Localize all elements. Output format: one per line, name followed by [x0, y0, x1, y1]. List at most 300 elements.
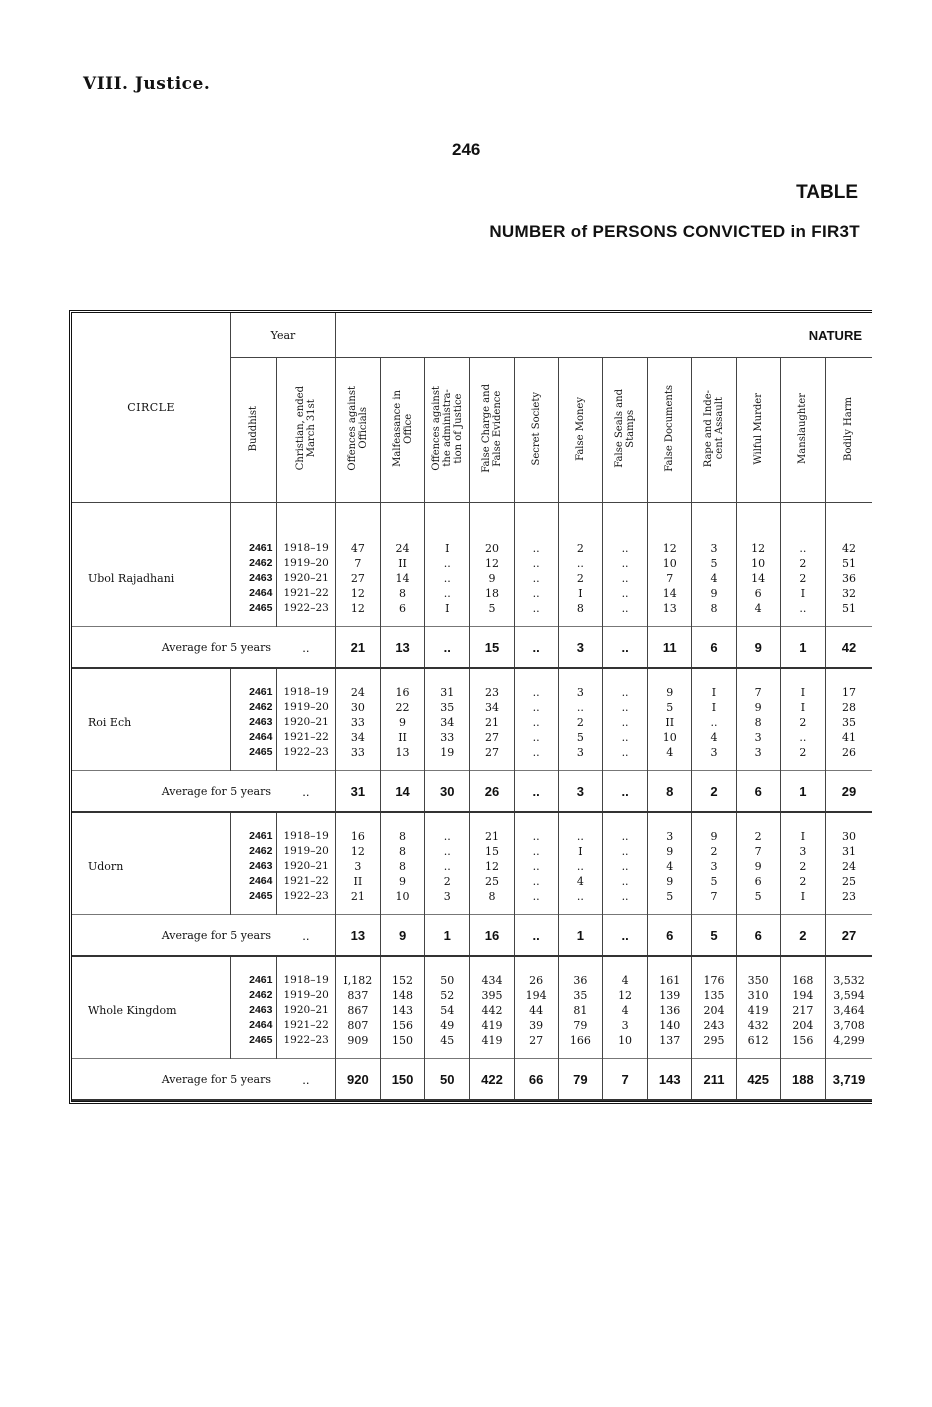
- value-cell: 2: [780, 556, 825, 571]
- spacer-cell: [780, 956, 825, 973]
- col-header-false-documents: False Documents: [648, 358, 692, 503]
- value-cell: 25: [825, 874, 872, 889]
- value-cell: 310: [736, 988, 780, 1003]
- value-cell: ..: [425, 859, 470, 874]
- spacer-cell: [470, 668, 514, 685]
- average-value: 14: [380, 771, 424, 813]
- value-cell: 5: [692, 874, 736, 889]
- value-cell: 9: [736, 700, 780, 715]
- gap-cell: [825, 1048, 872, 1059]
- value-cell: ..: [514, 556, 558, 571]
- value-cell: 8: [380, 586, 424, 601]
- gap-cell: [425, 1048, 470, 1059]
- table-subtitle: NUMBER of PERSONS CONVICTED in FIR3T: [489, 222, 860, 241]
- average-row: [72, 915, 872, 957]
- value-cell: 35: [425, 700, 470, 715]
- value-cell: 2: [780, 571, 825, 586]
- buddhist-year-cell: 2462: [231, 844, 277, 859]
- value-cell: 243: [692, 1018, 736, 1033]
- value-cell: 4: [558, 874, 602, 889]
- value-cell: 9: [380, 715, 424, 730]
- value-cell: ..: [514, 586, 558, 601]
- value-cell: 27: [470, 730, 514, 745]
- value-cell: 3: [558, 685, 602, 700]
- value-cell: 23: [470, 685, 514, 700]
- value-cell: 8: [380, 859, 424, 874]
- gap-cell: [780, 904, 825, 915]
- table-row: [72, 541, 872, 556]
- value-cell: ..: [425, 829, 470, 844]
- gap-cell: [380, 904, 424, 915]
- gap-cell: [558, 760, 602, 771]
- value-cell: ..: [602, 586, 647, 601]
- value-cell: ..: [514, 685, 558, 700]
- value-cell: 33: [335, 745, 380, 760]
- value-cell: 2: [425, 874, 470, 889]
- value-cell: 24: [825, 859, 872, 874]
- spacer-cell: [470, 503, 514, 542]
- average-value: 11: [648, 627, 692, 669]
- value-cell: 8: [380, 844, 424, 859]
- average-value: 920: [335, 1059, 380, 1101]
- christian-year-cell: 1919–20: [277, 556, 335, 571]
- gap-cell: [335, 616, 380, 627]
- spacer-cell: [72, 812, 231, 829]
- average-value: 422: [470, 1059, 514, 1101]
- spacer-cell: [558, 956, 602, 973]
- buddhist-year-cell: 2465: [231, 601, 277, 616]
- spacer-cell: [602, 668, 647, 685]
- gap-cell: [514, 760, 558, 771]
- value-cell: ..: [602, 571, 647, 586]
- value-cell: ..: [780, 541, 825, 556]
- value-cell: ..: [514, 700, 558, 715]
- value-cell: 34: [425, 715, 470, 730]
- convictions-table-frame: [69, 310, 872, 1104]
- average-value: 9: [736, 627, 780, 669]
- christian-year-cell: 1920–21: [277, 1003, 335, 1018]
- value-cell: 15: [470, 844, 514, 859]
- spacer-cell: [380, 668, 424, 685]
- average-row: [72, 627, 872, 669]
- christian-year-cell: 1921–22: [277, 874, 335, 889]
- average-value: 1: [558, 915, 602, 957]
- value-cell: ..: [602, 889, 647, 904]
- value-cell: 42: [825, 541, 872, 556]
- spacer-cell: [380, 956, 424, 973]
- average-value: 27: [825, 915, 872, 957]
- gap-cell: [514, 1048, 558, 1059]
- gap-cell: [692, 904, 736, 915]
- average-value: ..: [514, 627, 558, 669]
- value-cell: 168: [780, 973, 825, 988]
- value-cell: ..: [514, 745, 558, 760]
- value-cell: 2: [692, 844, 736, 859]
- value-cell: ..: [514, 889, 558, 904]
- col-header-bodily-harm: Bodily Harm: [825, 358, 872, 503]
- buddhist-year-cell: 2465: [231, 1033, 277, 1048]
- spacer-cell: [825, 956, 872, 973]
- average-value: 3: [558, 627, 602, 669]
- gap-cell: [380, 1048, 424, 1059]
- value-cell: I: [692, 700, 736, 715]
- value-cell: 51: [825, 601, 872, 616]
- spacer-cell: [231, 668, 277, 685]
- average-value: 5: [692, 915, 736, 957]
- col-header-malfeasance: Malfeasance in Office: [380, 358, 424, 503]
- spacer-cell: [602, 503, 647, 542]
- buddhist-year-cell: 2462: [231, 556, 277, 571]
- value-cell: 4: [692, 730, 736, 745]
- value-cell: 432: [736, 1018, 780, 1033]
- value-cell: 47: [335, 541, 380, 556]
- value-cell: 12: [335, 586, 380, 601]
- value-cell: 35: [558, 988, 602, 1003]
- spacer-cell: [470, 956, 514, 973]
- gap-cell: [602, 616, 647, 627]
- gap-cell: [72, 760, 231, 771]
- spacer-cell: [335, 668, 380, 685]
- value-cell: 3: [602, 1018, 647, 1033]
- value-cell: 2: [558, 571, 602, 586]
- value-cell: 419: [470, 1018, 514, 1033]
- value-cell: 3: [692, 541, 736, 556]
- value-cell: 3: [692, 745, 736, 760]
- circle-name: Whole Kingdom: [88, 1004, 177, 1017]
- value-cell: 9: [736, 859, 780, 874]
- gap-cell: [648, 1048, 692, 1059]
- average-value: ..: [602, 915, 647, 957]
- value-cell: 140: [648, 1018, 692, 1033]
- spacer-cell: [231, 503, 277, 542]
- value-cell: ..: [602, 829, 647, 844]
- value-cell: 5: [558, 730, 602, 745]
- gap-cell: [470, 1048, 514, 1059]
- value-cell: ..: [514, 859, 558, 874]
- gap-cell: [277, 616, 335, 627]
- spacer-cell: [558, 503, 602, 542]
- spacer-cell: [231, 956, 277, 973]
- value-cell: ..: [514, 844, 558, 859]
- spacer-cell: [514, 812, 558, 829]
- spacer-cell: [425, 812, 470, 829]
- value-cell: 4: [736, 601, 780, 616]
- spacer-cell: [648, 503, 692, 542]
- value-cell: 867: [335, 1003, 380, 1018]
- col-header-buddhist: Buddhist: [231, 358, 277, 503]
- spacer-cell: [558, 668, 602, 685]
- value-cell: 4: [602, 973, 647, 988]
- value-cell: ..: [602, 745, 647, 760]
- value-cell: 3,464: [825, 1003, 872, 1018]
- value-cell: 20: [470, 541, 514, 556]
- spacer-cell: [780, 503, 825, 542]
- value-cell: 30: [825, 829, 872, 844]
- gap-cell: [736, 760, 780, 771]
- value-cell: 217: [780, 1003, 825, 1018]
- gap-cell: [425, 616, 470, 627]
- group-spacer: [72, 668, 872, 685]
- gap-cell: [514, 616, 558, 627]
- value-cell: 4: [648, 859, 692, 874]
- value-cell: ..: [602, 541, 647, 556]
- value-cell: ..: [602, 556, 647, 571]
- spacer-cell: [780, 812, 825, 829]
- average-value: 2: [780, 915, 825, 957]
- christian-year-cell: 1919–20: [277, 700, 335, 715]
- buddhist-year-cell: 2461: [231, 973, 277, 988]
- buddhist-year-cell: 2463: [231, 859, 277, 874]
- value-cell: 7: [736, 844, 780, 859]
- value-cell: 2: [780, 859, 825, 874]
- average-value: 79: [558, 1059, 602, 1101]
- spacer-cell: [335, 956, 380, 973]
- spacer-cell: [425, 956, 470, 973]
- value-cell: 51: [825, 556, 872, 571]
- average-value: 188: [780, 1059, 825, 1101]
- average-label: Average for 5 years: [72, 771, 277, 813]
- value-cell: 12: [648, 541, 692, 556]
- circle-name: Roi Ech: [88, 716, 132, 729]
- value-cell: 176: [692, 973, 736, 988]
- gap-cell: [277, 904, 335, 915]
- col-header-offences-justice: Offences against the administra- tion of Justice: [425, 358, 470, 503]
- gap-cell: [558, 616, 602, 627]
- value-cell: 8: [470, 889, 514, 904]
- value-cell: 13: [648, 601, 692, 616]
- value-cell: 21: [470, 715, 514, 730]
- value-cell: 4: [648, 745, 692, 760]
- value-cell: 139: [648, 988, 692, 1003]
- value-cell: 21: [335, 889, 380, 904]
- value-cell: 24: [380, 541, 424, 556]
- value-cell: 150: [380, 1033, 424, 1048]
- value-cell: ..: [514, 541, 558, 556]
- buddhist-year-cell: 2461: [231, 685, 277, 700]
- value-cell: 32: [825, 586, 872, 601]
- col-header-rape: Rape and Inde- cent Assault: [692, 358, 736, 503]
- buddhist-year-cell: 2461: [231, 829, 277, 844]
- value-cell: 52: [425, 988, 470, 1003]
- gap-cell: [648, 904, 692, 915]
- spacer-cell: [825, 503, 872, 542]
- gap-cell: [231, 616, 277, 627]
- value-cell: ..: [602, 859, 647, 874]
- spacer-cell: [72, 956, 231, 973]
- value-cell: 14: [648, 586, 692, 601]
- average-value: 42: [825, 627, 872, 669]
- value-cell: 3: [648, 829, 692, 844]
- value-cell: II: [380, 730, 424, 745]
- value-cell: 27: [470, 745, 514, 760]
- average-value: 1: [780, 771, 825, 813]
- value-cell: ..: [514, 874, 558, 889]
- spacer-cell: [277, 956, 335, 973]
- value-cell: ..: [780, 730, 825, 745]
- spacer-cell: [736, 812, 780, 829]
- christian-year-cell: 1921–22: [277, 730, 335, 745]
- value-cell: ..: [425, 586, 470, 601]
- average-value: 15: [470, 627, 514, 669]
- year-header: Year: [231, 313, 336, 358]
- value-cell: ..: [514, 829, 558, 844]
- average-value: 6: [736, 915, 780, 957]
- value-cell: 5: [648, 700, 692, 715]
- gap-cell: [780, 1048, 825, 1059]
- spacer-cell: [380, 812, 424, 829]
- christian-year-cell: 1918–19: [277, 685, 335, 700]
- value-cell: 3: [335, 859, 380, 874]
- value-cell: 8: [558, 601, 602, 616]
- gap-cell: [380, 760, 424, 771]
- average-value: 21: [335, 627, 380, 669]
- value-cell: 9: [648, 685, 692, 700]
- average-value: 16: [470, 915, 514, 957]
- value-cell: ..: [602, 844, 647, 859]
- value-cell: 50: [425, 973, 470, 988]
- average-label: Average for 5 years: [72, 915, 277, 957]
- value-cell: 33: [425, 730, 470, 745]
- value-cell: I: [780, 829, 825, 844]
- value-cell: 8: [736, 715, 780, 730]
- value-cell: 13: [380, 745, 424, 760]
- average-value: 143: [648, 1059, 692, 1101]
- christian-year-cell: 1918–19: [277, 829, 335, 844]
- spacer-cell: [470, 812, 514, 829]
- spacer-cell: [72, 668, 231, 685]
- value-cell: 9: [648, 874, 692, 889]
- value-cell: 2: [780, 745, 825, 760]
- value-cell: II: [335, 874, 380, 889]
- christian-year-cell: 1918–19: [277, 541, 335, 556]
- value-cell: 33: [335, 715, 380, 730]
- value-cell: 44: [514, 1003, 558, 1018]
- gap-cell: [558, 1048, 602, 1059]
- value-cell: 12: [602, 988, 647, 1003]
- christian-year-cell: 1919–20: [277, 844, 335, 859]
- value-cell: 25: [470, 874, 514, 889]
- christian-year-cell: 1922–23: [277, 889, 335, 904]
- value-cell: ..: [425, 571, 470, 586]
- average-value: 7: [602, 1059, 647, 1101]
- value-cell: 12: [470, 556, 514, 571]
- value-cell: 136: [648, 1003, 692, 1018]
- value-cell: ..: [514, 730, 558, 745]
- spacer-cell: [335, 812, 380, 829]
- gap-cell: [602, 1048, 647, 1059]
- spacer-cell: [648, 668, 692, 685]
- spacer-cell: [648, 956, 692, 973]
- value-cell: ..: [514, 571, 558, 586]
- value-cell: 34: [470, 700, 514, 715]
- spacer-cell: [514, 668, 558, 685]
- gap-cell: [692, 760, 736, 771]
- value-cell: 6: [736, 586, 780, 601]
- gap-cell: [736, 904, 780, 915]
- value-cell: 54: [425, 1003, 470, 1018]
- christian-year-cell: 1922–23: [277, 745, 335, 760]
- value-cell: 194: [780, 988, 825, 1003]
- christian-year-cell: 1922–23: [277, 601, 335, 616]
- christian-year-cell: 1919–20: [277, 988, 335, 1003]
- value-cell: ..: [514, 601, 558, 616]
- value-cell: 612: [736, 1033, 780, 1048]
- value-cell: 24: [335, 685, 380, 700]
- value-cell: I: [558, 844, 602, 859]
- value-cell: 26: [514, 973, 558, 988]
- value-cell: 3,594: [825, 988, 872, 1003]
- value-cell: 2: [558, 715, 602, 730]
- value-cell: ..: [558, 889, 602, 904]
- christian-year-cell: 1922–23: [277, 1033, 335, 1048]
- gap-cell: [602, 760, 647, 771]
- spacer-cell: [825, 668, 872, 685]
- value-cell: 3: [692, 859, 736, 874]
- value-cell: 10: [602, 1033, 647, 1048]
- gap-cell: [470, 760, 514, 771]
- value-cell: 9: [692, 829, 736, 844]
- buddhist-year-cell: 2465: [231, 889, 277, 904]
- gap-cell: [825, 904, 872, 915]
- average-value: 31: [335, 771, 380, 813]
- value-cell: 350: [736, 973, 780, 988]
- spacer-cell: [602, 956, 647, 973]
- average-value: ..: [602, 627, 647, 669]
- average-value: 9: [380, 915, 424, 957]
- value-cell: 34: [335, 730, 380, 745]
- gap-cell: [736, 1048, 780, 1059]
- value-cell: 22: [380, 700, 424, 715]
- average-row: [72, 1059, 872, 1101]
- average-value: 13: [380, 627, 424, 669]
- average-value: 50: [425, 1059, 470, 1101]
- value-cell: 2: [780, 715, 825, 730]
- value-cell: 27: [514, 1033, 558, 1048]
- group-spacer: [72, 503, 872, 542]
- value-cell: 8: [692, 601, 736, 616]
- value-cell: 9: [692, 586, 736, 601]
- value-cell: 45: [425, 1033, 470, 1048]
- spacer-cell: [602, 812, 647, 829]
- table-row: [72, 685, 872, 700]
- average-value: 26: [470, 771, 514, 813]
- table-body: [72, 503, 872, 1101]
- spacer-cell: [72, 503, 231, 542]
- value-cell: I: [780, 700, 825, 715]
- value-cell: 148: [380, 988, 424, 1003]
- value-cell: ..: [558, 859, 602, 874]
- value-cell: 135: [692, 988, 736, 1003]
- convictions-table: [72, 313, 872, 1101]
- gap-cell: [425, 760, 470, 771]
- gap-cell: [335, 904, 380, 915]
- spacer-cell: [277, 668, 335, 685]
- spacer-cell: [692, 956, 736, 973]
- value-cell: 5: [648, 889, 692, 904]
- gap-cell: [558, 904, 602, 915]
- value-cell: 16: [335, 829, 380, 844]
- average-label: Average for 5 years: [72, 1059, 277, 1101]
- value-cell: 137: [648, 1033, 692, 1048]
- average-value: 30: [425, 771, 470, 813]
- col-header-false-money: False Money: [558, 358, 602, 503]
- value-cell: 419: [736, 1003, 780, 1018]
- gap-cell: [602, 904, 647, 915]
- table-row: [72, 829, 872, 844]
- average-dots: ..: [277, 1059, 335, 1101]
- value-cell: ..: [602, 700, 647, 715]
- value-cell: 41: [825, 730, 872, 745]
